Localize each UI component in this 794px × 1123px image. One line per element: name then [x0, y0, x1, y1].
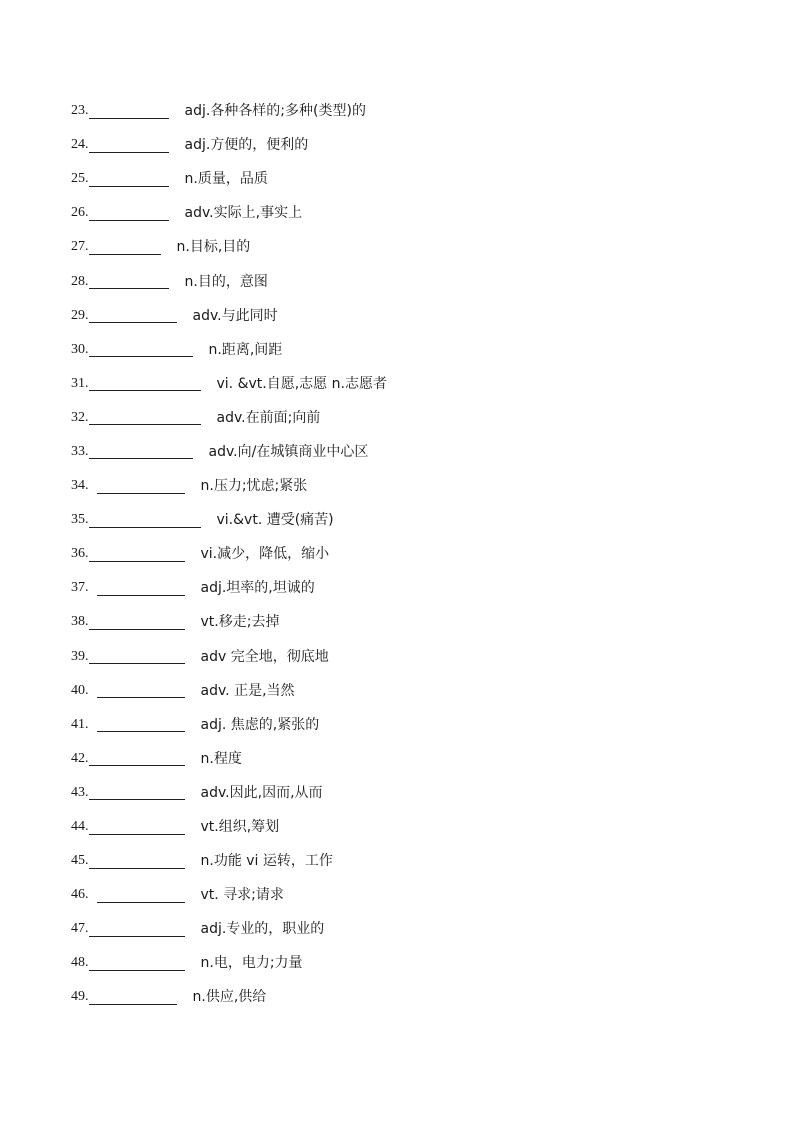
vocab-row [71, 435, 751, 469]
vocab-row [71, 230, 751, 264]
vocab-row [71, 503, 751, 537]
answer-blank[interactable] [89, 172, 169, 187]
item-number: 39. [71, 648, 89, 664]
vocab-row [71, 367, 751, 401]
vocab-row [71, 333, 751, 367]
answer-blank[interactable] [89, 240, 161, 255]
item-number: 35. [71, 512, 89, 528]
vocab-row [71, 128, 751, 162]
vocab-row [71, 264, 751, 298]
item-number: 32. [71, 409, 89, 425]
item-number: 45. [71, 853, 89, 869]
vocab-row [71, 401, 751, 435]
item-number: 34. [71, 478, 89, 494]
item-number: 48. [71, 955, 89, 971]
answer-blank[interactable] [97, 581, 185, 596]
vocab-row [71, 912, 751, 946]
definition-text: vt. 寻求;请求 [200, 887, 284, 904]
definition-text: adj.方便的，便利的 [184, 137, 309, 154]
definition-text: adj.专业的，职业的 [200, 921, 325, 938]
item-number: 37. [71, 580, 89, 596]
definition-text: adv 完全地，彻底地 [200, 648, 329, 665]
answer-blank[interactable] [89, 649, 185, 664]
answer-blank[interactable] [89, 342, 193, 357]
vocab-row [71, 469, 751, 503]
answer-blank[interactable] [89, 376, 201, 391]
definition-text: adv.因此,因而,从而 [200, 784, 323, 801]
vocab-row [71, 162, 751, 196]
definition-text: n.电，电力;力量 [200, 955, 303, 972]
vocab-row [71, 299, 751, 333]
vocab-row [71, 980, 751, 1014]
definition-text: n.功能 vi 运转，工作 [200, 853, 333, 870]
definition-text: adv.与此同时 [192, 307, 278, 324]
answer-blank[interactable] [89, 820, 185, 835]
answer-blank[interactable] [89, 104, 169, 119]
vocab-row [71, 810, 751, 844]
item-number: 36. [71, 546, 89, 562]
definition-text: adv. 正是,当然 [200, 682, 295, 699]
item-number: 38. [71, 614, 89, 630]
definition-text: n.目标,目的 [176, 239, 251, 256]
item-number: 47. [71, 921, 89, 937]
definition-text: vi.减少，降低，缩小 [200, 546, 330, 563]
item-number: 30. [71, 341, 89, 357]
definition-text: adv.实际上,事实上 [184, 205, 303, 222]
definition-text: adj. 焦虑的,紧张的 [200, 716, 320, 733]
definition-text: adv.向/在城镇商业中心区 [208, 443, 369, 460]
vocab-row [71, 196, 751, 230]
answer-blank[interactable] [89, 274, 169, 289]
definition-text: n.程度 [200, 750, 242, 767]
item-number: 31. [71, 375, 89, 391]
answer-blank[interactable] [89, 751, 185, 766]
vocab-row [71, 537, 751, 571]
vocab-row [71, 674, 751, 708]
vocab-row [71, 605, 751, 639]
item-number: 42. [71, 750, 89, 766]
vocab-row [71, 878, 751, 912]
definition-text: n.质量，品质 [184, 171, 268, 188]
definition-text: adv.在前面;向前 [216, 409, 321, 426]
vocab-row [71, 742, 751, 776]
definition-text: adj.坦率的,坦诚的 [200, 580, 315, 597]
answer-blank[interactable] [89, 956, 185, 971]
answer-blank[interactable] [97, 717, 185, 732]
vocab-row [71, 776, 751, 810]
answer-blank[interactable] [89, 547, 185, 562]
vocabulary-list [71, 94, 751, 1015]
item-number: 41. [71, 716, 89, 732]
definition-text: vt.移走;去掉 [200, 614, 280, 631]
answer-blank[interactable] [97, 479, 185, 494]
item-number: 27. [71, 239, 89, 255]
definition-text: adj.各种各样的;多种(类型)的 [184, 103, 366, 120]
item-number: 46. [71, 887, 89, 903]
vocab-row [71, 946, 751, 980]
vocab-row [71, 708, 751, 742]
definition-text: n.距离,间距 [208, 341, 283, 358]
item-number: 40. [71, 682, 89, 698]
answer-blank[interactable] [89, 990, 177, 1005]
definition-text: n.供应,供给 [192, 989, 267, 1006]
definition-text: vi. &vt.自愿,志愿 n.志愿者 [216, 375, 387, 392]
definition-text: n.压力;忧虑;紧张 [200, 478, 308, 495]
item-number: 29. [71, 307, 89, 323]
answer-blank[interactable] [97, 888, 185, 903]
answer-blank[interactable] [89, 615, 185, 630]
item-number: 26. [71, 205, 89, 221]
answer-blank[interactable] [89, 138, 169, 153]
item-number: 24. [71, 137, 89, 153]
definition-text: vi.&vt. 遭受(痛苦) [216, 512, 334, 529]
item-number: 49. [71, 989, 89, 1005]
item-number: 33. [71, 443, 89, 459]
answer-blank[interactable] [89, 785, 185, 800]
item-number: 25. [71, 171, 89, 187]
answer-blank[interactable] [89, 410, 201, 425]
definition-text: vt.组织,筹划 [200, 819, 280, 836]
answer-blank[interactable] [89, 513, 201, 528]
answer-blank[interactable] [89, 854, 185, 869]
answer-blank[interactable] [97, 683, 185, 698]
vocab-row [71, 844, 751, 878]
vocab-row [71, 94, 751, 128]
vocab-row [71, 571, 751, 605]
answer-blank[interactable] [89, 206, 169, 221]
answer-blank[interactable] [89, 922, 185, 937]
answer-blank[interactable] [89, 444, 193, 459]
definition-text: n.目的，意图 [184, 273, 268, 290]
item-number: 23. [71, 103, 89, 119]
item-number: 28. [71, 273, 89, 289]
item-number: 44. [71, 819, 89, 835]
item-number: 43. [71, 784, 89, 800]
answer-blank[interactable] [89, 308, 177, 323]
vocab-row [71, 640, 751, 674]
